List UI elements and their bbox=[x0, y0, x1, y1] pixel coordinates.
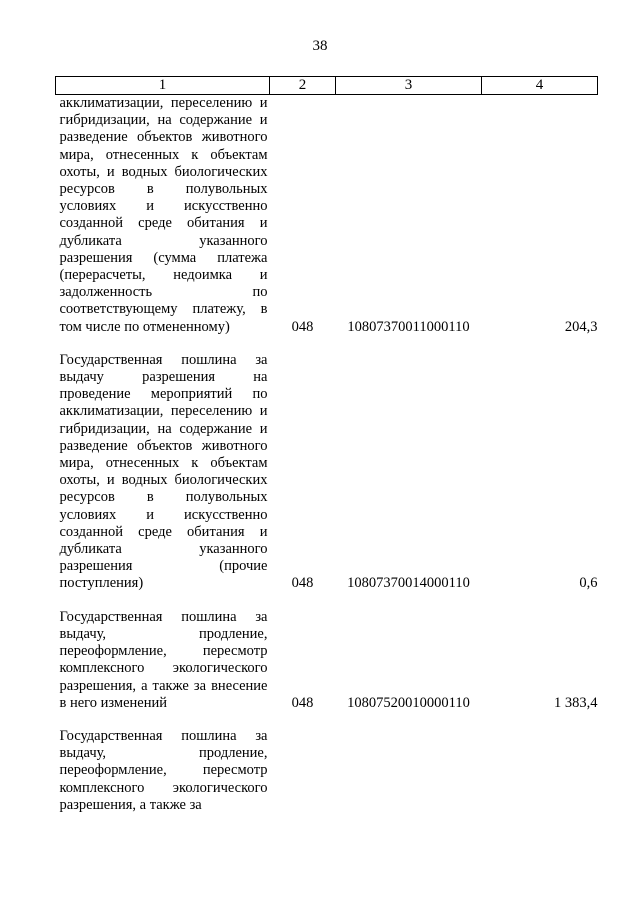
row-description: Государственная пошлина за выдачу, продление, переоформление, пересмотр комплексного экологического разрешения, а также за bbox=[59, 727, 268, 813]
table-row bbox=[56, 593, 598, 712]
row-admin-code: 048 bbox=[291, 318, 314, 335]
row-description: Государственная пошлина за выдачу, продление, переоформление, пересмотр комплексного экологического разрешения, а также за внесение в него изменений bbox=[59, 608, 268, 711]
row-amount bbox=[482, 712, 598, 814]
revenue-table bbox=[55, 76, 598, 814]
row-admin-code: 048 bbox=[291, 694, 314, 711]
row-amount: 1 383,4 bbox=[554, 694, 598, 711]
page-number: 38 bbox=[312, 38, 328, 54]
row-description: акклиматизации, переселению и гибридизации, на содержание и разведение объектов животного мира, отнесенных к объектам охоты, и водных биологических ресурсов в полувольных условиях и искусственно созданной среде обитания и дубликата указанного разрешения (сумма платежа (перерасчеты, недоимка и задолженность по соответствующему платежу, в том числе по отмененному) bbox=[59, 95, 268, 335]
table-row bbox=[56, 712, 598, 814]
row-kbk-code: 10807520010000110 bbox=[347, 694, 470, 711]
column-header-4: 4 bbox=[482, 77, 598, 95]
column-header-1: 1 bbox=[56, 77, 270, 95]
column-header-3: 3 bbox=[336, 77, 482, 95]
table-row bbox=[56, 336, 598, 593]
row-amount: 0,6 bbox=[579, 575, 598, 592]
row-kbk-code: 10807370011000110 bbox=[347, 318, 470, 335]
table-row bbox=[56, 95, 598, 336]
table-header-row bbox=[56, 77, 598, 95]
row-admin-code: 048 bbox=[291, 575, 314, 592]
row-admin-code bbox=[270, 712, 336, 814]
row-description: Государственная пошлина за выдачу разрешения на проведение мероприятий по акклиматизации, переселению и гибридизации, на содержание и разведение объектов животного мира, отнесенных к объектам охоты, и водных биологических ресурсов в полувольных условиях и искусственно созданной среде обитания и дубликата указанного разрешения (прочие поступления) bbox=[59, 351, 268, 592]
row-amount: 204,3 bbox=[564, 318, 598, 335]
row-kbk-code bbox=[336, 712, 482, 814]
column-header-2: 2 bbox=[270, 77, 336, 95]
row-kbk-code: 10807370014000110 bbox=[347, 575, 470, 592]
